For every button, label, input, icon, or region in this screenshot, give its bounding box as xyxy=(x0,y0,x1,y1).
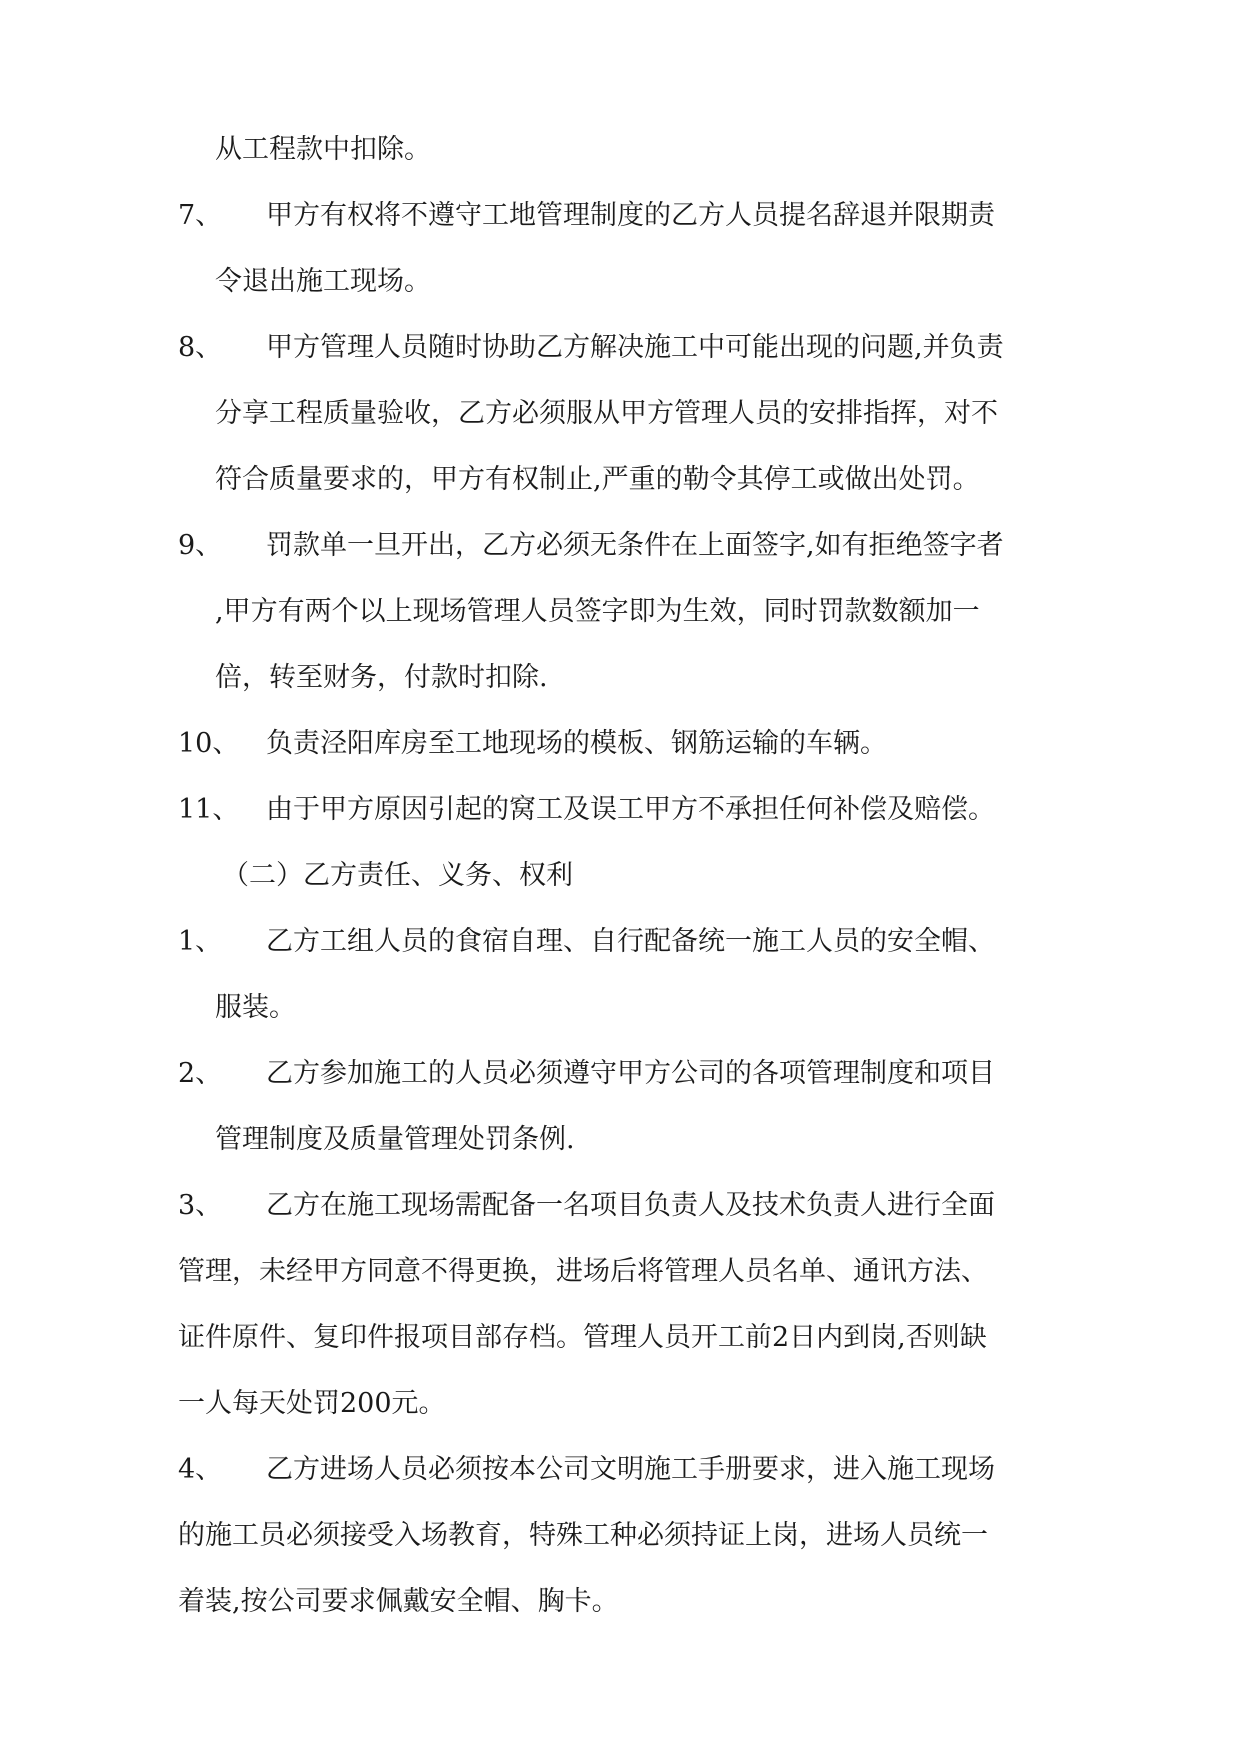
paragraph-line: ,甲方有两个以上现场管理人员签字即为生效，同时罚款数额加一 xyxy=(215,596,980,627)
paragraph-line: 分享工程质量验收，乙方必须服从甲方管理人员的安排指挥，对不 xyxy=(215,398,998,429)
item-number: 7、 xyxy=(178,200,223,231)
item-number: 11、 xyxy=(178,794,240,825)
paragraph-line: 乙方进场人员必须按本公司文明施工手册要求，进入施工现场 xyxy=(266,1454,995,1485)
paragraph-line: 着装,按公司要求佩戴安全帽、胸卡。 xyxy=(178,1586,619,1617)
item-number: 8、 xyxy=(178,332,223,363)
item-number: 3、 xyxy=(178,1190,223,1221)
paragraph-line: 负责泾阳库房至工地现场的模板、钢筋运输的车辆。 xyxy=(266,728,887,759)
paragraph-line: 乙方工组人员的食宿自理、自行配备统一施工人员的安全帽、 xyxy=(266,926,995,957)
paragraph-line: 管理，未经甲方同意不得更换，进场后将管理人员名单、通讯方法、 xyxy=(178,1256,988,1287)
paragraph-line: 令退出施工现场。 xyxy=(215,266,431,297)
paragraph-line: 管理制度及质量管理处罚条例. xyxy=(215,1124,575,1155)
paragraph-line: 由于甲方原因引起的窝工及误工甲方不承担任何补偿及赔偿。 xyxy=(266,794,995,825)
paragraph-line: 证件原件、复印件报项目部存档。管理人员开工前2日内到岗,否则缺 xyxy=(178,1322,987,1353)
paragraph-line: 一人每天处罚200元。 xyxy=(178,1388,446,1419)
item-number: 10、 xyxy=(178,728,240,759)
paragraph-line: 乙方参加施工的人员必须遵守甲方公司的各项管理制度和项目 xyxy=(266,1058,995,1089)
paragraph-line: 服装。 xyxy=(215,992,296,1023)
paragraph-line: 倍，转至财务，付款时扣除. xyxy=(215,662,548,693)
item-number: 2、 xyxy=(178,1058,223,1089)
paragraph-line: 从工程款中扣除。 xyxy=(215,134,431,165)
item-number: 9、 xyxy=(178,530,223,561)
section-heading: （二）乙方责任、义务、权利 xyxy=(222,860,573,891)
paragraph-line: 乙方在施工现场需配备一名项目负责人及技术负责人进行全面 xyxy=(266,1190,995,1221)
paragraph-line: 的施工员必须接受入场教育，特殊工种必须持证上岗，进场人员统一 xyxy=(178,1520,988,1551)
item-number: 1、 xyxy=(178,926,223,957)
paragraph-line: 甲方管理人员随时协助乙方解决施工中可能出现的问题,并负责 xyxy=(266,332,1004,363)
item-number: 4、 xyxy=(178,1454,223,1485)
paragraph-line: 符合质量要求的，甲方有权制止,严重的勒令其停工或做出处罚。 xyxy=(215,464,980,495)
paragraph-line: 罚款单一旦开出，乙方必须无条件在上面签字,如有拒绝签字者 xyxy=(266,530,1004,561)
paragraph-line: 甲方有权将不遵守工地管理制度的乙方人员提名辞退并限期责 xyxy=(266,200,995,231)
